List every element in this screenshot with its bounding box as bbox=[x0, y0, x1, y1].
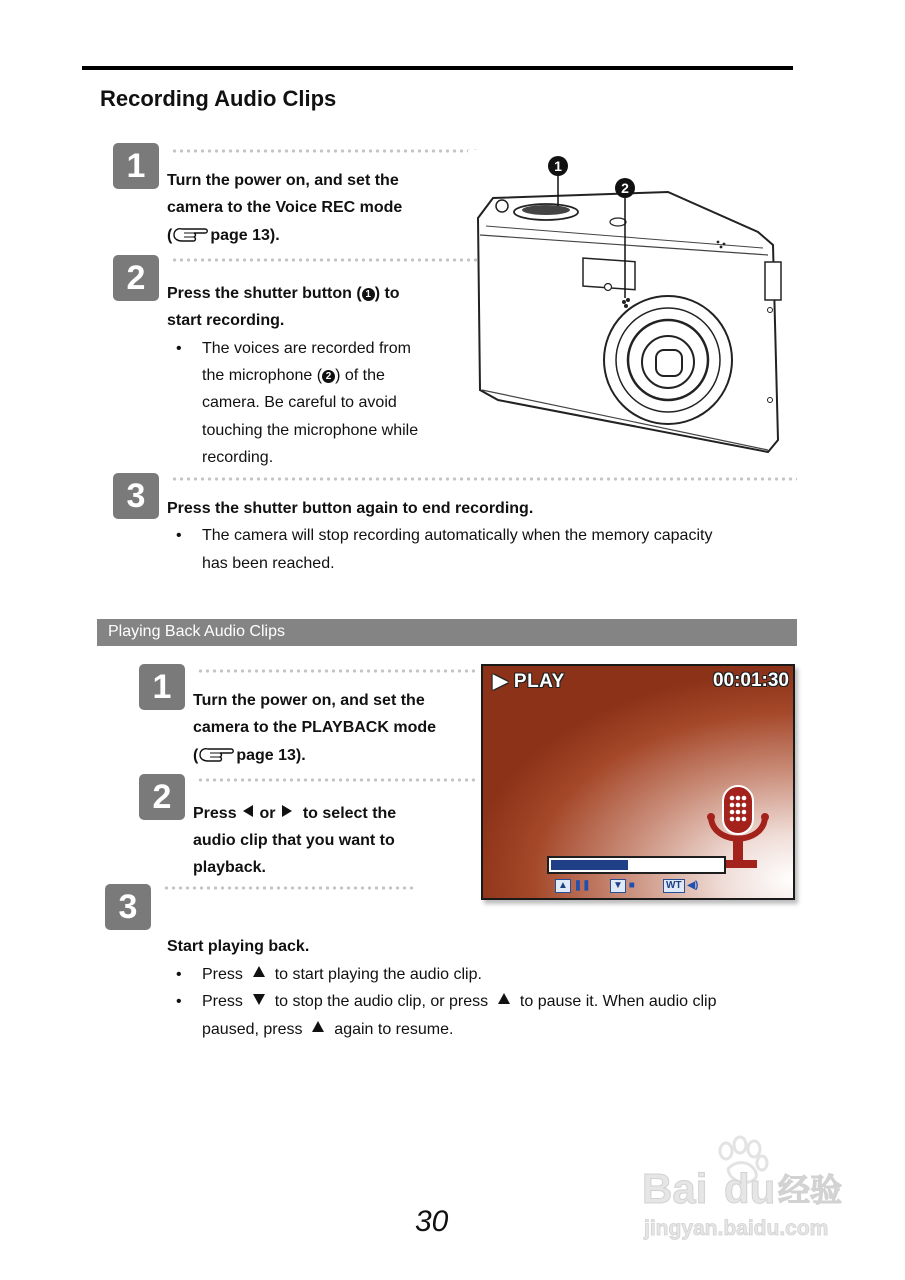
camera-illustration bbox=[468, 150, 786, 460]
dotted-divider bbox=[197, 778, 477, 782]
zoom-key: WT bbox=[663, 879, 685, 893]
speaker-icon: ◀) bbox=[687, 880, 699, 891]
step-text: playback. bbox=[193, 859, 266, 876]
section-title: Playing Back Audio Clips bbox=[108, 623, 285, 640]
page-number: 30 bbox=[415, 1205, 449, 1238]
callout-1: 1 bbox=[554, 158, 562, 174]
dotted-divider bbox=[171, 477, 797, 481]
callout-ref-1: 1 bbox=[362, 288, 375, 301]
bullet-text-part: again to resume. bbox=[334, 1021, 454, 1038]
lcd-mode: ▶ PLAY bbox=[493, 671, 565, 692]
dotted-divider bbox=[197, 669, 477, 673]
bullet-dot: • bbox=[176, 527, 182, 544]
lcd-mode-label: PLAY bbox=[513, 671, 565, 692]
step-badge-3: 3 bbox=[113, 473, 159, 519]
step-text: camera to the Voice REC mode bbox=[167, 199, 403, 216]
bullet-text: touching the microphone while bbox=[202, 422, 419, 439]
up-arrow-icon bbox=[311, 1016, 325, 1043]
down-arrow-icon bbox=[252, 988, 266, 1015]
lcd-playback-screen bbox=[481, 664, 795, 900]
bullet-text bbox=[202, 362, 385, 389]
up-key-icon: ▲ bbox=[555, 879, 571, 893]
bullet-text: The voices are recorded from bbox=[202, 340, 411, 357]
bullet-text-part: to start playing the audio clip. bbox=[274, 966, 482, 983]
step-text bbox=[193, 800, 396, 827]
step-text: Turn the power on, and set the bbox=[193, 692, 425, 709]
right-arrow-icon bbox=[280, 800, 294, 827]
stop-hint bbox=[610, 879, 635, 893]
bullet-text: recording. bbox=[202, 449, 274, 466]
up-arrow-icon bbox=[497, 988, 511, 1015]
callout-2: 2 bbox=[621, 180, 629, 196]
bullet-text-part: paused, press bbox=[202, 1021, 303, 1038]
step-text: start recording. bbox=[167, 312, 285, 329]
baidu-watermark-logo bbox=[640, 1135, 855, 1245]
step-badge-3: 3 bbox=[105, 884, 151, 930]
section-header bbox=[97, 619, 797, 646]
pointing-hand-icon bbox=[198, 746, 236, 773]
volume-hint bbox=[663, 879, 698, 893]
bullet-text: The camera will stop recording automatically when the memory capacity bbox=[202, 527, 713, 544]
bullet-text-part: Press bbox=[202, 966, 243, 983]
pause-icon: ❚❚ bbox=[573, 880, 591, 891]
audio-progress-fill bbox=[551, 860, 628, 870]
step-text bbox=[167, 280, 400, 307]
lcd-time: 00:01:30 bbox=[712, 670, 789, 691]
step-text-part: Press the shutter button ( bbox=[167, 285, 362, 302]
audio-progress-bar bbox=[547, 856, 726, 874]
step-badge-2: 2 bbox=[139, 774, 185, 820]
step-text-part: ) to bbox=[374, 285, 400, 302]
svg-text:jingyan.baidu.com: jingyan.baidu.com bbox=[644, 1217, 829, 1240]
callout-ref-2: 2 bbox=[322, 370, 335, 383]
step-reference: ( page 13). bbox=[193, 742, 306, 773]
bullet-text bbox=[202, 961, 482, 988]
step-text: Turn the power on, and set the bbox=[167, 172, 399, 189]
bullet-text-part: to stop the audio clip, or press bbox=[274, 993, 489, 1010]
left-arrow-icon bbox=[241, 800, 255, 827]
play-pause-hint bbox=[555, 879, 590, 893]
dotted-divider bbox=[163, 886, 417, 890]
up-arrow-icon bbox=[252, 961, 266, 988]
svg-text:Bai: Bai bbox=[642, 1165, 708, 1212]
step-reference: ( page 13). bbox=[167, 222, 280, 253]
step-text: camera to the PLAYBACK mode bbox=[193, 719, 437, 736]
top-rule bbox=[82, 66, 793, 70]
step-text: audio clip that you want to bbox=[193, 832, 395, 849]
step-badge-2: 2 bbox=[113, 255, 159, 301]
svg-text:经验: 经验 bbox=[778, 1171, 843, 1209]
bullet-dot: • bbox=[176, 966, 182, 983]
pointing-hand-icon bbox=[172, 226, 210, 253]
step-text: Press the shutter button again to end recording. bbox=[167, 500, 534, 517]
page-reference: page 13). bbox=[210, 227, 280, 244]
bullet-text bbox=[202, 988, 716, 1015]
bullet-text-part: ) of the bbox=[335, 367, 385, 384]
bullet-text: camera. Be careful to avoid bbox=[202, 394, 397, 411]
bullet-dot: • bbox=[176, 993, 182, 1010]
stop-icon: ■ bbox=[628, 880, 635, 891]
dotted-divider bbox=[171, 258, 477, 262]
svg-text:du: du bbox=[724, 1165, 776, 1212]
bullet-text-part: Press bbox=[202, 993, 243, 1010]
step-text: Start playing back. bbox=[167, 938, 310, 955]
page-reference: page 13). bbox=[236, 747, 306, 764]
step-badge-1: 1 bbox=[113, 143, 159, 189]
bullet-dot: • bbox=[176, 340, 182, 357]
down-key-icon: ▼ bbox=[610, 879, 626, 893]
step-text-part: to select the bbox=[302, 805, 397, 822]
bullet-text-part: to pause it. When audio clip bbox=[519, 993, 717, 1010]
bullet-text-part: the microphone ( bbox=[202, 367, 323, 384]
step-text-part: Press bbox=[193, 805, 237, 822]
step-text-part: or bbox=[259, 805, 276, 822]
bullet-text: has been reached. bbox=[202, 555, 335, 572]
bullet-text bbox=[202, 1016, 453, 1043]
page-title: Recording Audio Clips bbox=[100, 86, 337, 111]
step-badge-1: 1 bbox=[139, 664, 185, 710]
dotted-divider bbox=[171, 149, 477, 153]
